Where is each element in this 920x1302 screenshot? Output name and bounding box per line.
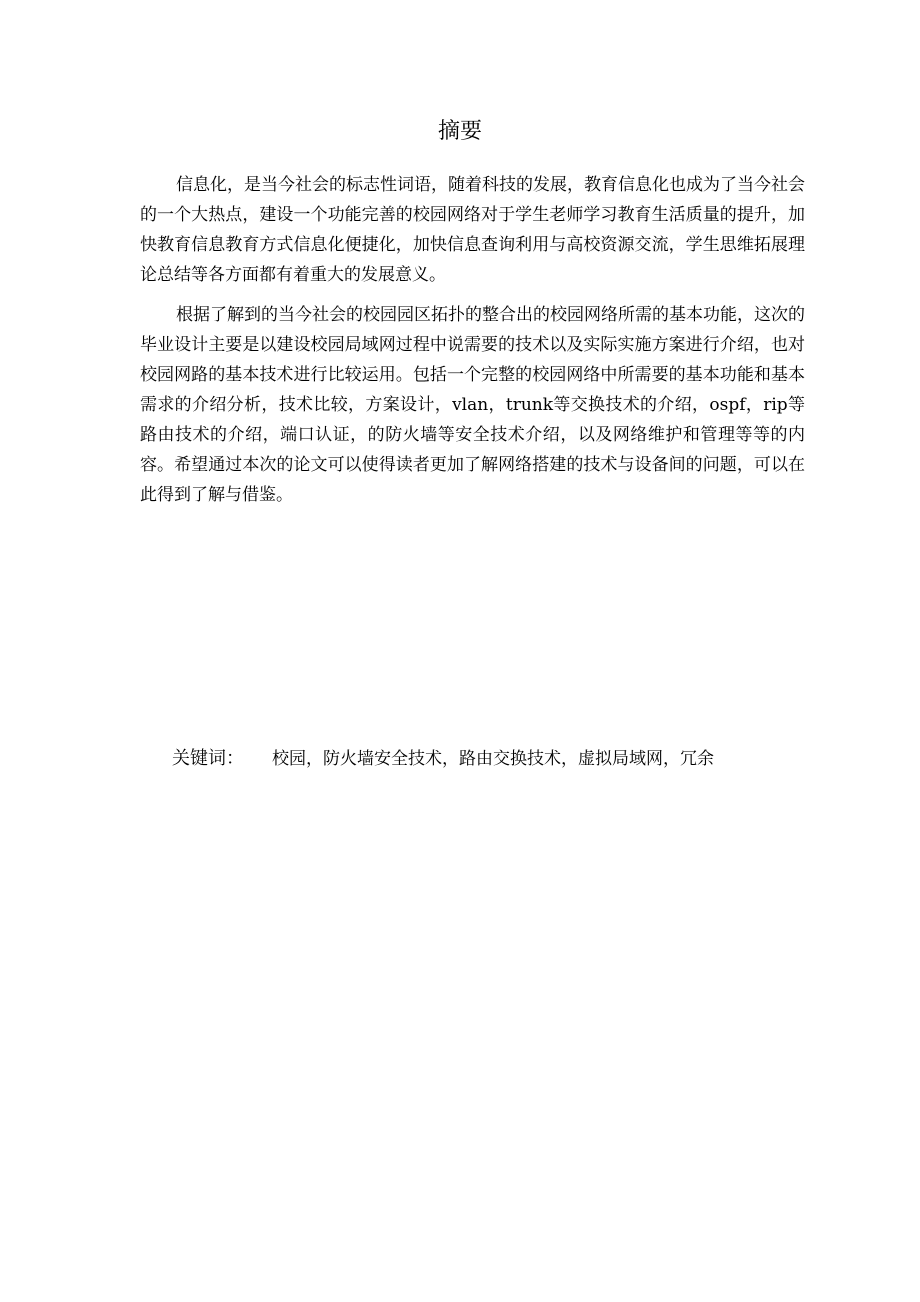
keywords-label: 关键词： xyxy=(172,748,244,769)
keywords-line xyxy=(172,744,714,774)
keywords-list: 校园，防火墙安全技术，路由交换技术，虚拟局域网，冗余 xyxy=(272,749,714,769)
abstract-paragraph-2: 根据了解到的当今社会的校园园区拓扑的整合出的校园网络所需的基本功能，这次的毕业设计主要是以建设校园局域网过程中说需要的技术以及实际实施方案进行介绍，也对校园网路的基本技术进行比较运用。包括一个完整的校园网络中所需要的基本功能和基本需求的介绍分析，技术比较，方案设计，vlan，trunk等交换技术的介绍，ospf，rip等路由技术的介绍，端口认证，的防火墙等安全技术介绍，以及网络维护和管理等等的内容。希望通过本次的论文可以使得读者更加了解网络搭建的技术与设备间的问题，可以在此得到了解与借鉴。 xyxy=(140,305,805,505)
abstract-body xyxy=(140,170,805,520)
abstract-paragraph-1: 信息化，是当今社会的标志性词语，随着科技的发展，教育信息化也成为了当今社会的一个大热点，建设一个功能完善的校园网络对于学生老师学习教育生活质量的提升，加快教育信息教育方式信息化便捷化，加快信息查询利用与高校资源交流，学生思维拓展理论总结等各方面都有着重大的发展意义。 xyxy=(140,175,805,285)
page-title: 摘要 xyxy=(437,119,482,144)
